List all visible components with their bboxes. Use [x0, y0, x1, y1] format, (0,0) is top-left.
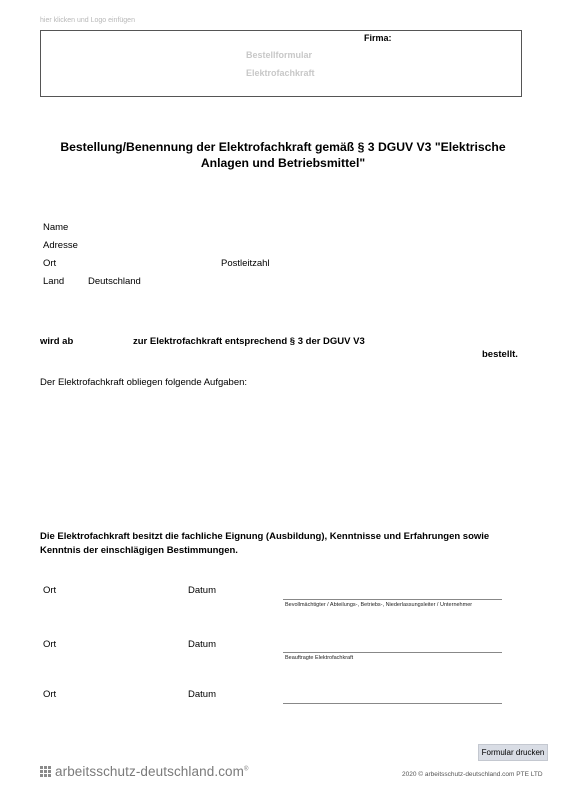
tasks-label: Der Elektrofachkraft obliegen folgende Aufgaben:	[40, 377, 248, 388]
header-box	[40, 30, 522, 97]
wird-ab-label: wird ab	[40, 336, 74, 347]
ort-field[interactable]	[100, 256, 215, 270]
postleitzahl-label: Postleitzahl	[221, 258, 270, 269]
land-field[interactable]: Deutschland	[88, 276, 141, 287]
brand-logo	[40, 764, 249, 779]
sig1-signature-line[interactable]	[283, 599, 502, 600]
print-form-button[interactable]: Formular drucken	[478, 744, 548, 761]
qualification-text: Die Elektrofachkraft besitzt die fachliche Eignung (Ausbildung), Kenntnisse und Erfahrungen sowie Kenntnis der einschlägigen Bestimmungen.	[40, 531, 490, 556]
sig1-caption: Bevollmächtigter / Abteilungs-, Betriebs-, Niederlassungsleiter / Unternehmer	[285, 602, 473, 608]
brand-dots-icon	[40, 766, 51, 777]
document-title: Bestellung/Benennung der Elektrofachkraft gemäß § 3 DGUV V3 "Elektrische Anlagen und Betriebsmittel"	[60, 140, 506, 170]
adresse-field[interactable]	[100, 238, 520, 252]
appointment-text: zur Elektrofachkraft entsprechend § 3 der DGUV V3	[133, 336, 365, 347]
land-label: Land	[43, 276, 65, 287]
name-label: Name	[43, 222, 69, 233]
sig2-signature-line[interactable]	[283, 652, 502, 653]
start-date-field[interactable]	[82, 334, 130, 348]
ort-label: Ort	[43, 258, 57, 269]
adresse-label: Adresse	[43, 240, 78, 251]
brand-name: arbeitsschutz-deutschland.com	[55, 764, 244, 779]
sig2-datum-label: Datum	[188, 639, 216, 650]
firma-label: Firma:	[364, 33, 392, 43]
sig2-ort-label: Ort	[43, 639, 57, 650]
sig3-datum-label: Datum	[188, 689, 216, 700]
sig1-ort-label: Ort	[43, 585, 57, 596]
sig2-caption: Beauftragte Elektrofachkraft	[285, 655, 354, 661]
postleitzahl-field[interactable]	[280, 256, 520, 270]
copyright-text: 2020 © arbeitsschutz-deutschland.com PTE LTD	[402, 771, 543, 778]
sig3-signature-line[interactable]	[283, 703, 502, 704]
brand-registered-mark: ®	[244, 766, 249, 773]
tasks-field[interactable]	[40, 392, 526, 512]
sig3-ort-label: Ort	[43, 689, 57, 700]
name-field[interactable]	[100, 220, 520, 234]
form-subtitle-2: Elektrofachkraft	[246, 68, 315, 78]
logo-placeholder[interactable]: hier klicken und Logo einfügen	[40, 17, 135, 24]
sig1-datum-label: Datum	[188, 585, 216, 596]
bestellt-label: bestellt.	[482, 349, 518, 360]
form-subtitle-1: Bestellformular	[246, 50, 313, 60]
